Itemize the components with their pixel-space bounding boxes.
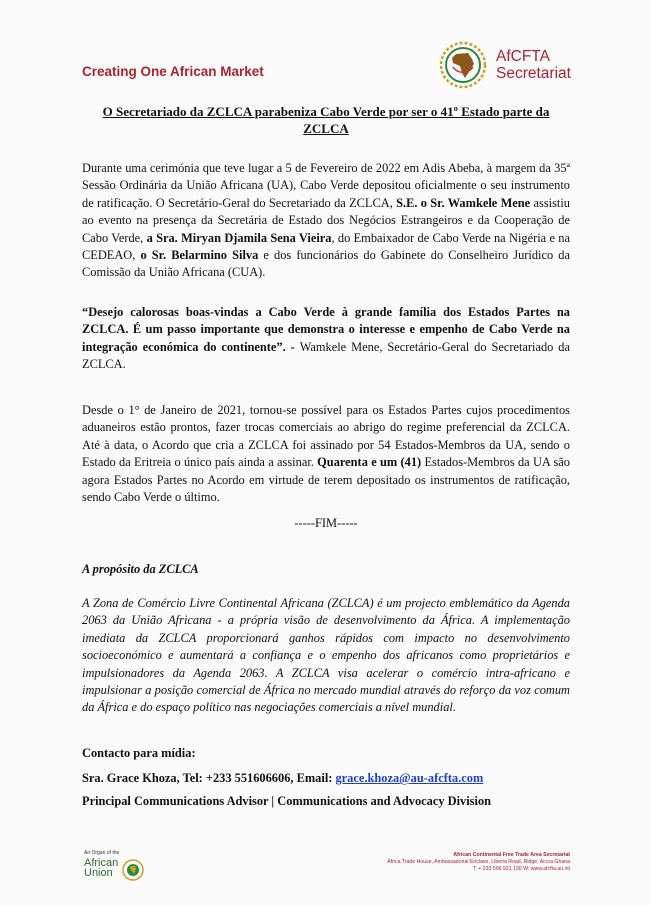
logo-line-1: AfCFTA <box>496 48 550 65</box>
text-run: Durante uma cerimónia que teve lugar a 5 de Fevereiro de 2022 em Adis Abeba, à margem da 35ª Sessão Ordinária da União Africana (UA), Cabo Verde depositou oficialmente o seu instrumento de ratificação. O Secretário-Geral do Secretariado da ZCLCA, <box>82 161 570 210</box>
paragraph-ceremony <box>82 160 570 282</box>
au-organ-text: An Organ of the <box>84 850 120 856</box>
afcfta-logo <box>438 40 598 90</box>
logo-line-2: Secretariat <box>496 65 571 82</box>
footer-org: African Continental Free Trade Area Secretariat <box>453 852 570 858</box>
quote-paragraph <box>82 304 570 374</box>
text-run: Desde o 1° de Janeiro de 2021, tornou-se possível para os Estados Partes cujos procedimentos aduaneiros estão prontos, fazer trocas comerciais ao abrigo do regime preferencial da ZCLCA. Até à data, o Acordo que cria a ZCLCA foi assinado por 54 Estados-Membros da UA, sendo o Estado da Eritreia o único país ainda a assinar. <box>82 403 570 470</box>
bold-name: o Sr. Belarmino Silva <box>140 248 259 263</box>
contact-line <box>82 771 483 786</box>
au-name <box>84 858 118 878</box>
bold-count: Quarenta e um (41) <box>317 455 422 470</box>
paragraph-trading <box>82 402 570 506</box>
au-name-line-1: African <box>84 857 119 869</box>
afcfta-emblem-icon <box>438 40 488 90</box>
text-run: e dos funcionários do Gabinete do Conselheiro Jurídico da Comissão da União Africana (CUA). <box>82 248 570 280</box>
email-link[interactable]: grace.khoza@au-afcfta.com <box>335 771 484 785</box>
footer-address <box>387 852 570 873</box>
quote-text: “Desejo calorosas boas-vindas a Cabo Verde à grande família dos Estados Partes na ZCLCA. É um passo importante que demonstra o interesse e empenho de Cabo Verde na integração económica do continente”. - <box>82 305 570 354</box>
contact-role: Principal Communications Advisor | Communications and Advocacy Division <box>82 794 492 808</box>
au-emblem-icon <box>122 859 144 881</box>
text-run: , do Embaixador de Cabo Verde na Nigéria e na CEDEAO, <box>82 230 570 263</box>
bold-name: a Sra. Miryan Djamila Sena Vieira <box>146 230 332 245</box>
quote-attribution: Wamkele Mene, Secretário-Geral do Secretariado da ZCLCA. <box>82 339 570 372</box>
contact-details: Sra. Grace Khoza, Tel: +233 551606606, Email: <box>82 771 336 785</box>
footer-street: Africa Trade House, Ambassadorial Enclave, Liberia Road, Ridge, Accra Ghana <box>387 859 570 865</box>
end-marker: -----FIM----- <box>294 516 358 530</box>
about-paragraph: A Zona de Comércio Livre Continental Africana (ZCLCA) é um projecto emblemático da Agenda 2063 da União Africana - a própria visão de desenvolvimento da África. A implementação imediata da ZCLCA proporcionará ganhos rápidos com impacto no desenvolvimento socioeconómico e aumentará a confiança e o empenho dos africanos como proprietários e impulsionadores da Agenda 2063. A ZCLCA visa acelerar o comércio intra-africano e impulsionar a posição comercial de África no mercado mundial através do reforço da voz comum da África e do espaço político nas negociações comerciais a nível mundial. <box>82 596 570 715</box>
text-run: assistiu ao evento na presença da Secretária de Estado dos Negócios Estrangeiros e da Cooperação de Cabo Verde, <box>82 195 570 245</box>
about-heading: A propósito da ZCLCA <box>82 562 199 576</box>
contact-heading: Contacto para mídia: <box>82 746 196 760</box>
bold-name: S.E. o Sr. Wamkele Mene <box>396 195 531 210</box>
tagline: Creating One African Market <box>82 64 264 79</box>
au-name-line-2: Union <box>84 867 113 879</box>
text-run: Estados-Membros da UA são agora Estados Partes no Acordo em virtude de terem depositado os instrumentos de ratificação, sendo Cabo Verde o último. <box>82 455 570 505</box>
press-release-title: O Secretariado da ZCLCA parabeniza Cabo Verde por ser o 41º Estado parte da ZCLCA <box>102 104 550 136</box>
african-union-logo <box>84 850 164 886</box>
afcfta-logo-text <box>496 48 571 82</box>
footer-contacts: T: + 233 596 921 130 W: www.afcfta.au.int <box>472 866 570 872</box>
